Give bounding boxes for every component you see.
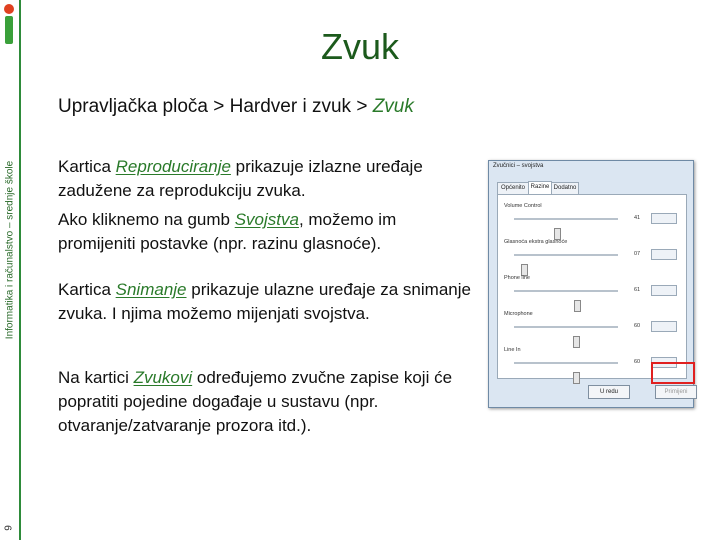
level-row	[504, 275, 680, 303]
breadcrumb	[58, 96, 414, 118]
paragraph-playback	[58, 155, 478, 203]
paragraph-text: , možemo im promijeniti postavke (npr. razinu glasnoće).	[58, 210, 397, 253]
levels-panel	[497, 194, 687, 379]
mute-button[interactable]	[651, 213, 677, 224]
apply-button[interactable]: Primijeni	[655, 385, 697, 399]
paragraph-text: Kartica	[58, 157, 116, 176]
level-label: Phone line	[504, 275, 530, 281]
paragraph-text: Ako kliknemo na gumb	[58, 210, 235, 229]
level-label: Line In	[504, 347, 521, 353]
level-row	[504, 203, 680, 231]
tab-levels[interactable]: Razine	[528, 181, 552, 195]
side-label-text: Informatika i računalstvo – srednje škole	[4, 160, 16, 340]
level-slider[interactable]	[514, 254, 618, 256]
level-row	[504, 239, 680, 267]
paragraph-properties	[58, 208, 478, 256]
paragraph-recording	[58, 278, 478, 326]
page-number	[2, 520, 16, 536]
level-label: Microphone	[504, 311, 533, 317]
term-sounds: Zvukovi	[133, 368, 193, 387]
term-playback: Reproduciranje	[115, 157, 231, 176]
slider-thumb[interactable]	[573, 372, 580, 384]
term-properties: Svojstva	[234, 210, 299, 229]
tab-advanced[interactable]: Dodatno	[551, 182, 579, 195]
dialog-title: Zvučnici – svojstva	[493, 163, 544, 169]
level-slider[interactable]	[514, 326, 618, 328]
breadcrumb-path: Upravljačka ploča > Hardver i zvuk >	[58, 96, 373, 117]
paragraph-text: određujemo zvučne zapise koji će popratiti pojedine događaje u sustavu (npr. otvaranje/zatvaranje prozora itd.).	[58, 368, 453, 435]
level-label: Volume Control	[504, 203, 542, 209]
level-value: 60	[634, 323, 641, 329]
paragraph-sounds	[58, 366, 478, 438]
mute-button[interactable]	[651, 249, 677, 260]
highlight-box	[651, 362, 695, 384]
level-label: Glasnoća ekstra glasnoće	[504, 239, 568, 245]
paragraph-text: Na kartici	[58, 368, 134, 387]
ok-button[interactable]: U redu	[588, 385, 630, 399]
tab-general[interactable]: Općenito	[497, 182, 529, 195]
level-value: 41	[634, 215, 641, 221]
breadcrumb-current: Zvuk	[372, 96, 414, 117]
side-label	[0, 95, 20, 405]
mute-button[interactable]	[651, 285, 677, 296]
level-row	[504, 311, 680, 339]
page-number-text: 9	[3, 525, 15, 531]
level-value: 60	[634, 359, 641, 365]
paragraph-text: prikazuje izlazne uređaje zadužene za reprodukciju zvuka.	[58, 157, 423, 200]
paragraph-text: Kartica	[58, 280, 116, 299]
level-value: 07	[634, 251, 641, 257]
mute-button[interactable]	[651, 321, 677, 332]
level-slider[interactable]	[514, 290, 618, 292]
page-title: Zvuk	[320, 26, 399, 67]
term-recording: Snimanje	[115, 280, 187, 299]
paragraph-text: prikazuje ulazne uređaje za snimanje zvuka. I njima možemo mijenjati svojstva.	[58, 280, 471, 323]
level-slider[interactable]	[514, 362, 618, 364]
level-slider[interactable]	[514, 218, 618, 220]
level-value: 61	[634, 287, 641, 293]
